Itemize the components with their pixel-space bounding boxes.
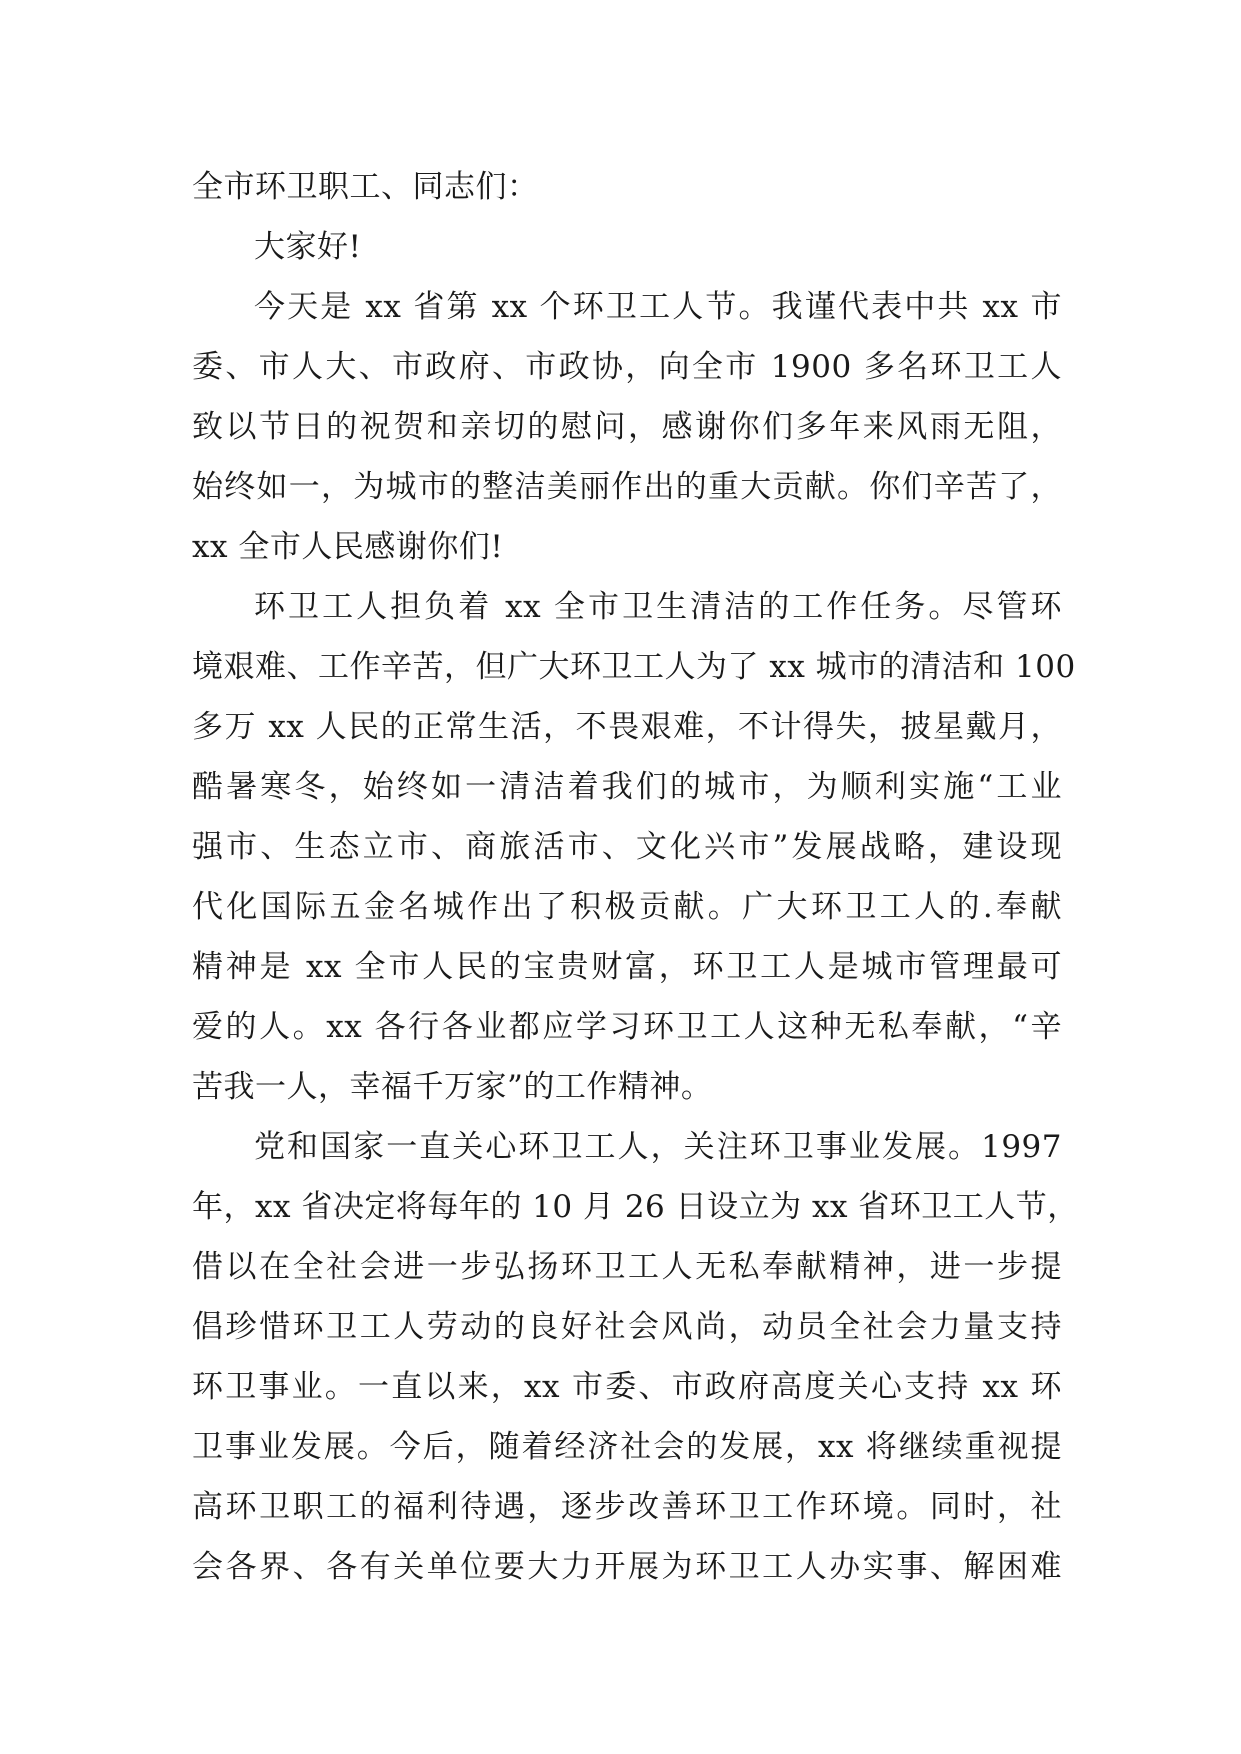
- paragraph-3-line-2: 年，xx 省决定将每年的 10 月 26 日设立为 xx 省环卫工人节，: [192, 1189, 1079, 1225]
- paragraph-1-line-3: 致以节日的祝贺和亲切的慰问，感谢你们多年来风雨无阻，: [192, 409, 1062, 445]
- paragraph-3-line-6: 卫事业发展。今后，随着经济社会的发展，xx 将继续重视提: [192, 1429, 1062, 1465]
- document-body: [192, 157, 1079, 1597]
- paragraph-1-line-1: 今天是 xx 省第 xx 个环卫工人节。我谨代表中共 xx 市: [254, 289, 1062, 325]
- paragraph-3-line-5: 环卫事业。一直以来，xx 市委、市政府高度关心支持 xx 环: [192, 1369, 1062, 1405]
- paragraph-3-line-8: 会各界、各有关单位要大力开展为环卫工人办实事、解困难: [192, 1549, 1062, 1585]
- paragraph-2-line-3: 多万 xx 人民的正常生活，不畏艰难，不计得失，披星戴月，: [192, 709, 1062, 745]
- paragraph-3-line-3: 借以在全社会进一步弘扬环卫工人无私奉献精神，进一步提: [192, 1249, 1062, 1285]
- paragraph-1-line-5: xx 全市人民感谢你们!: [192, 529, 504, 565]
- paragraph-3-line-4: 倡珍惜环卫工人劳动的良好社会风尚，动员全社会力量支持: [192, 1309, 1062, 1345]
- paragraph-2-line-9: 苦我一人，幸福千万家”的工作精神。: [192, 1069, 713, 1105]
- paragraph-2-line-7: 精神是 xx 全市人民的宝贵财富，环卫工人是城市管理最可: [192, 949, 1062, 985]
- salutation: 全市环卫职工、同志们：: [192, 169, 539, 205]
- paragraph-3-line-1: 党和国家一直关心环卫工人，关注环卫事业发展。1997: [254, 1129, 1062, 1165]
- paragraph-2-line-2: 境艰难、工作辛苦，但广大环卫工人为了 xx 城市的清洁和 100: [192, 649, 1076, 685]
- greeting: 大家好!: [254, 229, 362, 265]
- paragraph-2-line-4: 酷暑寒冬，始终如一清洁着我们的城市，为顺利实施“工业: [192, 769, 1062, 805]
- paragraph-3-line-7: 高环卫职工的福利待遇，逐步改善环卫工作环境。同时，社: [192, 1489, 1062, 1525]
- paragraph-2-line-1: 环卫工人担负着 xx 全市卫生清洁的工作任务。尽管环: [254, 589, 1062, 625]
- paragraph-2-line-8: 爱的人。xx 各行各业都应学习环卫工人这种无私奉献，“辛: [192, 1009, 1062, 1045]
- paragraph-2-line-6: 代化国际五金名城作出了积极贡献。广大环卫工人的.奉献: [192, 889, 1062, 925]
- paragraph-1-line-4: 始终如一，为城市的整洁美丽作出的重大贡献。你们辛苦了，: [192, 469, 1062, 505]
- paragraph-1-line-2: 委、市人大、市政府、市政协，向全市 1900 多名环卫工人: [192, 349, 1062, 385]
- paragraph-2-line-5: 强市、生态立市、商旅活市、文化兴市”发展战略，建设现: [192, 829, 1062, 865]
